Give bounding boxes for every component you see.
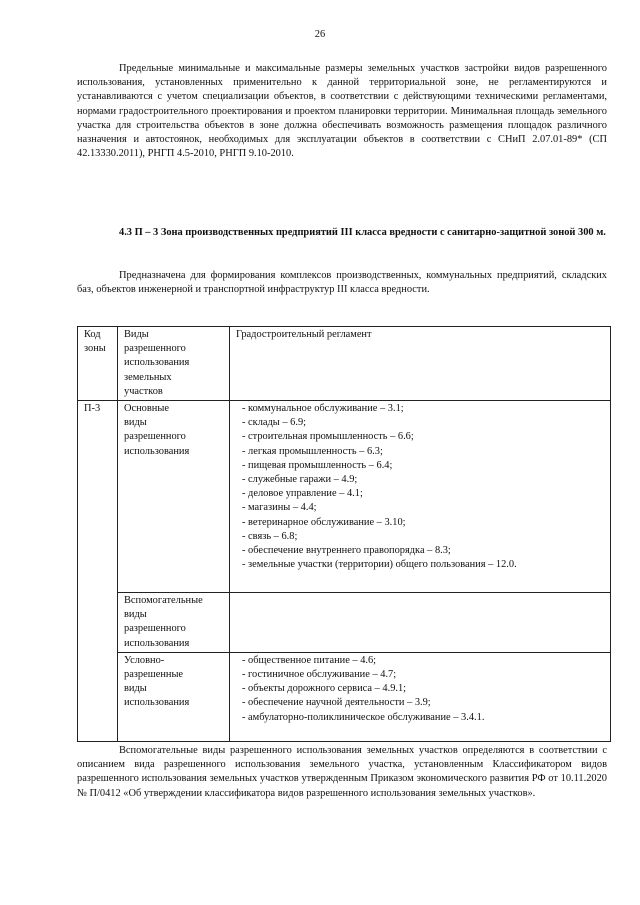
header-zone-code-line: зоны — [84, 343, 106, 355]
list-item: - служебные гаражи – 4.9; — [242, 474, 358, 486]
conditional-uses-list-cell — [230, 652, 611, 741]
regulation-table — [77, 326, 611, 742]
conditional-uses-label-line: использования — [124, 697, 190, 709]
table-row-conditional-uses — [78, 652, 611, 741]
list-item: - строительная промышленность – 6.6; — [242, 431, 414, 443]
table-row-auxiliary-uses — [78, 593, 611, 653]
main-uses-list-cell — [230, 401, 611, 593]
header-use-types-line: земельных — [124, 371, 172, 383]
auxiliary-uses-label — [118, 593, 230, 653]
auxiliary-uses-label-line: виды — [124, 609, 147, 621]
list-item: - деловое управление – 4.1; — [242, 488, 363, 500]
auxiliary-uses-empty-cell — [230, 593, 611, 653]
list-item: - легкая промышленность – 6.3; — [242, 445, 383, 457]
header-use-types-line: использования — [124, 357, 190, 369]
paragraph-auxiliary-definition: Вспомогательные виды разрешенного использования земельных участков определяются в соответствии с описанием вида разрешенного использования земельного участка, установленным Классификатором видов разрешенного использования земельных участков утвержденным Приказом экономического развития РФ от 10.11.2020 № П/0412 «Об утверждении классификатора видов разрешенного использования земельных участков». — [77, 745, 607, 799]
header-zone-code-line: Код — [84, 329, 101, 340]
list-item: - земельные участки (территории) общего пользования – 12.0. — [242, 559, 517, 571]
auxiliary-uses-label-line: использования — [124, 637, 190, 649]
main-uses-label-line: Основные — [124, 403, 169, 415]
page-number: 26 — [314, 29, 326, 40]
header-use-types-line: Виды — [124, 329, 149, 340]
list-item: - магазины – 4.4; — [242, 502, 317, 514]
header-zone-code — [78, 327, 118, 401]
list-item: - амбулаторно-поликлиническое обслуживание – 3.4.1. — [242, 711, 485, 723]
main-uses-label-line: разрешенного — [124, 431, 186, 443]
conditional-uses-label-line: разрешенные — [124, 669, 184, 681]
list-item: - общественное питание – 4.6; — [242, 654, 377, 666]
main-uses-list — [236, 402, 606, 572]
conditional-uses-label-line: Условно- — [124, 654, 165, 666]
list-item: - коммунальное обслуживание – 3.1; — [242, 403, 404, 415]
conditional-uses-label — [118, 652, 230, 741]
header-use-types-line: участков — [124, 385, 163, 397]
table-row-main-uses — [78, 401, 611, 593]
section-heading: 4.3 П – 3 Зона производственных предприятий III класса вредности с санитарно-защитной зоной 300 м. — [119, 227, 606, 238]
list-item: - обеспечение внутреннего правопорядка – 8.3; — [242, 545, 451, 557]
table-header-row — [78, 327, 611, 401]
list-item: - гостиничное обслуживание – 4.7; — [242, 669, 397, 681]
zone-code-cell: П-3 — [78, 401, 118, 742]
paragraph-size-limits: Предельные минимальные и максимальные размеры земельных участков застройки видов разрешенного использования, установленных применительно к данной территориальной зоне, не регламентируются и устанавливаются с учетом специализации объектов, в соответствии с действующими техническими регламентами, нормами градостроительного проектирования и проектом планировки территории. Минимальная площадь земельного участка для строительства объектов в зоне должна обеспечивать возможность размещения площадок различного назначения и автостоянок, необходимых для эксплуатации объектов в соответствии с СНиП 2.07.01-89* (СП 42.13330.2011), РНГП 4.5-2010, РНГП 9.10-2010. — [77, 63, 607, 160]
auxiliary-uses-label-line: Вспомогательные — [124, 595, 203, 607]
main-uses-label-line: использования — [124, 445, 190, 457]
list-item: - склады – 6.9; — [242, 417, 307, 429]
header-regulation: Градостроительный регламент — [230, 327, 611, 401]
header-use-types-line: разрешенного — [124, 343, 186, 355]
header-use-types — [118, 327, 230, 401]
list-item: - обеспечение научной деятельности – 3.9; — [242, 697, 431, 709]
list-item: - пищевая промышленность – 6.4; — [242, 459, 393, 471]
conditional-uses-label-line: виды — [124, 683, 147, 695]
list-item: - ветеринарное обслуживание – 3.10; — [242, 516, 406, 528]
paragraph-zone-purpose: Предназначена для формирования комплексов производственных, коммунальных предприятий, складских баз, объектов инженерной и транспортной инфраструктур III класса вредности. — [77, 270, 607, 296]
list-item: - связь – 6.8; — [242, 530, 298, 542]
auxiliary-uses-label-line: разрешенного — [124, 623, 186, 635]
main-uses-label — [118, 401, 230, 593]
main-uses-label-line: виды — [124, 417, 147, 429]
list-item: - объекты дорожного сервиса – 4.9.1; — [242, 683, 407, 695]
conditional-uses-list — [236, 654, 606, 725]
